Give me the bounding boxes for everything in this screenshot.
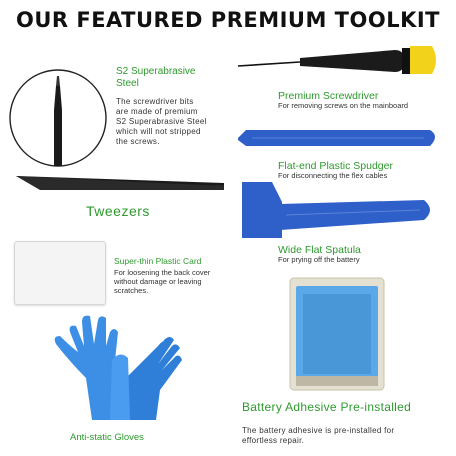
battery-description	[242, 426, 394, 446]
plastic-card-image	[14, 241, 106, 305]
spatula-desc: For prying off the battery	[278, 255, 360, 264]
screwdriver-name: Premium Screwdriver	[278, 90, 379, 102]
s2-heading-line2: Steel	[116, 78, 139, 89]
spudger-desc: For disconnecting the flex cables	[278, 171, 388, 180]
s2-heading	[116, 66, 196, 90]
s2-desc-line: which will not stripped	[116, 127, 201, 136]
s2-description	[116, 97, 236, 147]
card-desc-line: scratches.	[114, 286, 149, 295]
tweezers-name: Tweezers	[86, 203, 150, 219]
card-desc-line: without damage or leaving	[114, 277, 202, 286]
battery-name: Battery Adhesive Pre-installed	[242, 400, 412, 414]
s2-desc-line: the screws.	[116, 137, 160, 146]
spatula-name: Wide Flat Spatula	[278, 244, 361, 256]
s2-desc-line: are made of premium	[116, 107, 198, 116]
s2-heading-line1: S2 Superabrasive	[116, 66, 196, 77]
card-name: Super-thin Plastic Card	[114, 256, 202, 266]
battery-desc-line: The battery adhesive is pre-installed for	[242, 426, 395, 435]
card-description	[114, 268, 210, 295]
battery-desc-line: effortless repair.	[242, 436, 305, 445]
s2-desc-line: S2 Superabrasive Steel	[116, 117, 207, 126]
s2-desc-line: The screwdriver bits	[116, 97, 194, 106]
spudger-name: Flat-end Plastic Spudger	[278, 160, 393, 172]
page-title: OUR FEATURED PREMIUM TOOLKIT	[15, 8, 441, 32]
screwdriver-desc: For removing screws on the mainboard	[278, 101, 409, 110]
gloves-name: Anti-static Gloves	[70, 432, 144, 443]
card-desc-line: For loosening the back cover	[114, 268, 211, 277]
